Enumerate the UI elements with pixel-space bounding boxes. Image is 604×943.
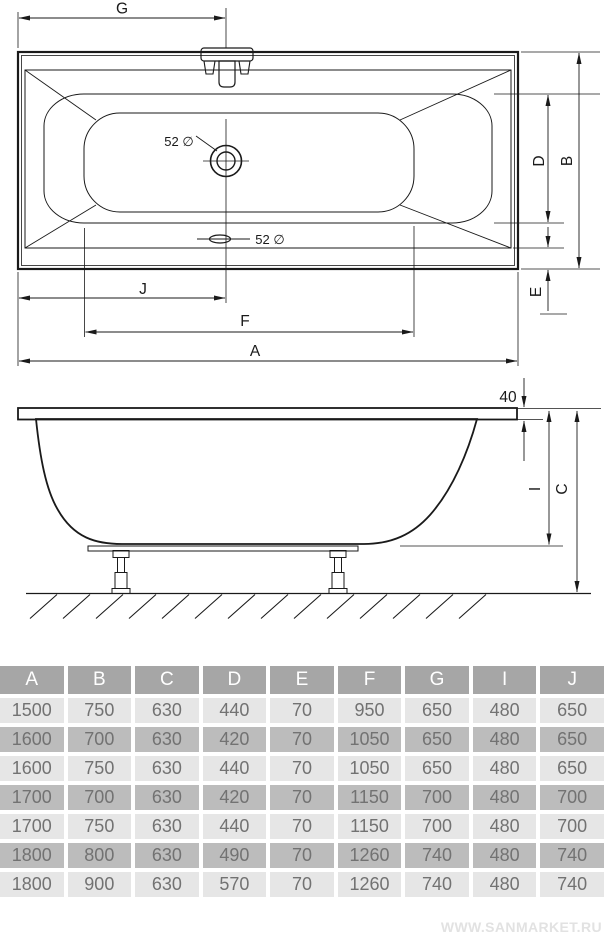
table-cell: 70 [270,872,334,897]
drain-hole [203,119,249,303]
table-cell: 740 [540,872,604,897]
table-cell: 70 [270,727,334,752]
table-cell: 700 [68,785,132,810]
table-cell: 650 [405,698,469,723]
table-header-cell-g: G [405,666,469,694]
table-cell: 1800 [0,843,64,868]
table-cell: 70 [270,843,334,868]
table-cell: 570 [203,872,267,897]
drain-diameter-label: 52 ∅ [164,134,194,149]
table-cell: 1600 [0,756,64,781]
side-view [18,378,601,619]
overflow-hole [197,235,250,243]
table-body [0,698,604,897]
table-cell: 420 [203,785,267,810]
table-header-cell-f: F [338,666,402,694]
table-cell: 480 [473,814,537,839]
side-extension-lines [400,409,601,547]
dim-label-b: B [559,155,576,167]
table-header-cell-b: B [68,666,132,694]
table-cell: 630 [135,756,199,781]
table-cell: 950 [338,698,402,723]
top-view [18,1,600,367]
table-cell: 1600 [0,727,64,752]
table-cell: 420 [203,727,267,752]
table-header-cell-j: J [540,666,604,694]
table-row [0,756,604,781]
table-row [0,814,604,839]
dim-label-d: D [531,155,548,167]
table-header-cell-d: D [203,666,267,694]
table-cell: 1260 [338,872,402,897]
dim-label-g: G [115,0,129,18]
table-cell: 800 [68,843,132,868]
table-cell: 490 [203,843,267,868]
dimension-lines [19,18,579,361]
table-cell: 750 [68,814,132,839]
table-cell: 1500 [0,698,64,723]
table-cell: 740 [405,872,469,897]
table-header-cell-i: I [473,666,537,694]
dim-label-f: F [240,313,250,330]
ground-hatching [30,595,486,619]
table-cell: 1800 [0,872,64,897]
table-cell: 630 [135,698,199,723]
table-cell: 1050 [338,756,402,781]
table-header-cell-a: A [0,666,64,694]
table-cell: 1150 [338,785,402,810]
tub-floor [84,113,414,212]
table-cell: 700 [68,727,132,752]
table-cell: 1700 [0,814,64,839]
table-cell: 700 [540,785,604,810]
dim-label-rim-height: 40 [499,389,517,406]
table-cell: 630 [135,727,199,752]
table-cell: 630 [135,872,199,897]
table-cell: 440 [203,698,267,723]
table-cell: 630 [135,785,199,810]
table-cell: 700 [405,814,469,839]
table-cell: 700 [540,814,604,839]
table-cell: 480 [473,756,537,781]
table-cell: 70 [270,785,334,810]
faucet-bracket [201,48,253,87]
leg-right [329,551,347,594]
table-cell: 70 [270,698,334,723]
table-cell: 650 [540,756,604,781]
watermark: WWW.SANMARKET.RU [440,919,602,935]
table-cell: 1260 [338,843,402,868]
table-cell: 900 [68,872,132,897]
table-cell: 480 [473,727,537,752]
leg-left [112,551,130,594]
table-cell: 650 [405,756,469,781]
table-row [0,698,604,723]
rim-inner-edge [25,70,511,248]
dim-label-a: A [249,343,261,360]
table-cell: 440 [203,756,267,781]
extension-lines [18,12,600,366]
table-cell: 480 [473,843,537,868]
table-header-cell-c: C [135,666,199,694]
table-cell: 1700 [0,785,64,810]
tub-rim-side [18,408,517,420]
table-cell: 650 [405,727,469,752]
table-cell: 750 [68,756,132,781]
table-cell: 740 [405,843,469,868]
table-cell: 750 [68,698,132,723]
drain-leader-line [196,136,217,151]
table-cell: 650 [540,727,604,752]
table-cell: 480 [473,785,537,810]
dimensions-table [0,662,604,901]
table-cell: 650 [540,698,604,723]
table-row [0,785,604,810]
dim-label-c: C [554,483,571,495]
table-cell: 630 [135,843,199,868]
table-cell: 630 [135,814,199,839]
table-cell: 1150 [338,814,402,839]
tub-side-profile [36,419,477,544]
dim-label-e: E [528,286,545,298]
table-cell: 480 [473,698,537,723]
table-cell: 70 [270,756,334,781]
corner-slope-lines [25,70,511,248]
overflow-diameter-label: 52 ∅ [255,232,285,247]
table-cell: 700 [405,785,469,810]
table-cell: 740 [540,843,604,868]
table-row [0,872,604,897]
dim-label-i: I [527,486,544,492]
table-cell: 1050 [338,727,402,752]
table-cell: 440 [203,814,267,839]
dim-label-j: J [139,281,147,298]
table-row [0,843,604,868]
table-row [0,727,604,752]
table-cell: 70 [270,814,334,839]
table-cell: 480 [473,872,537,897]
table-header-row [0,666,604,694]
table-header-cell-e: E [270,666,334,694]
